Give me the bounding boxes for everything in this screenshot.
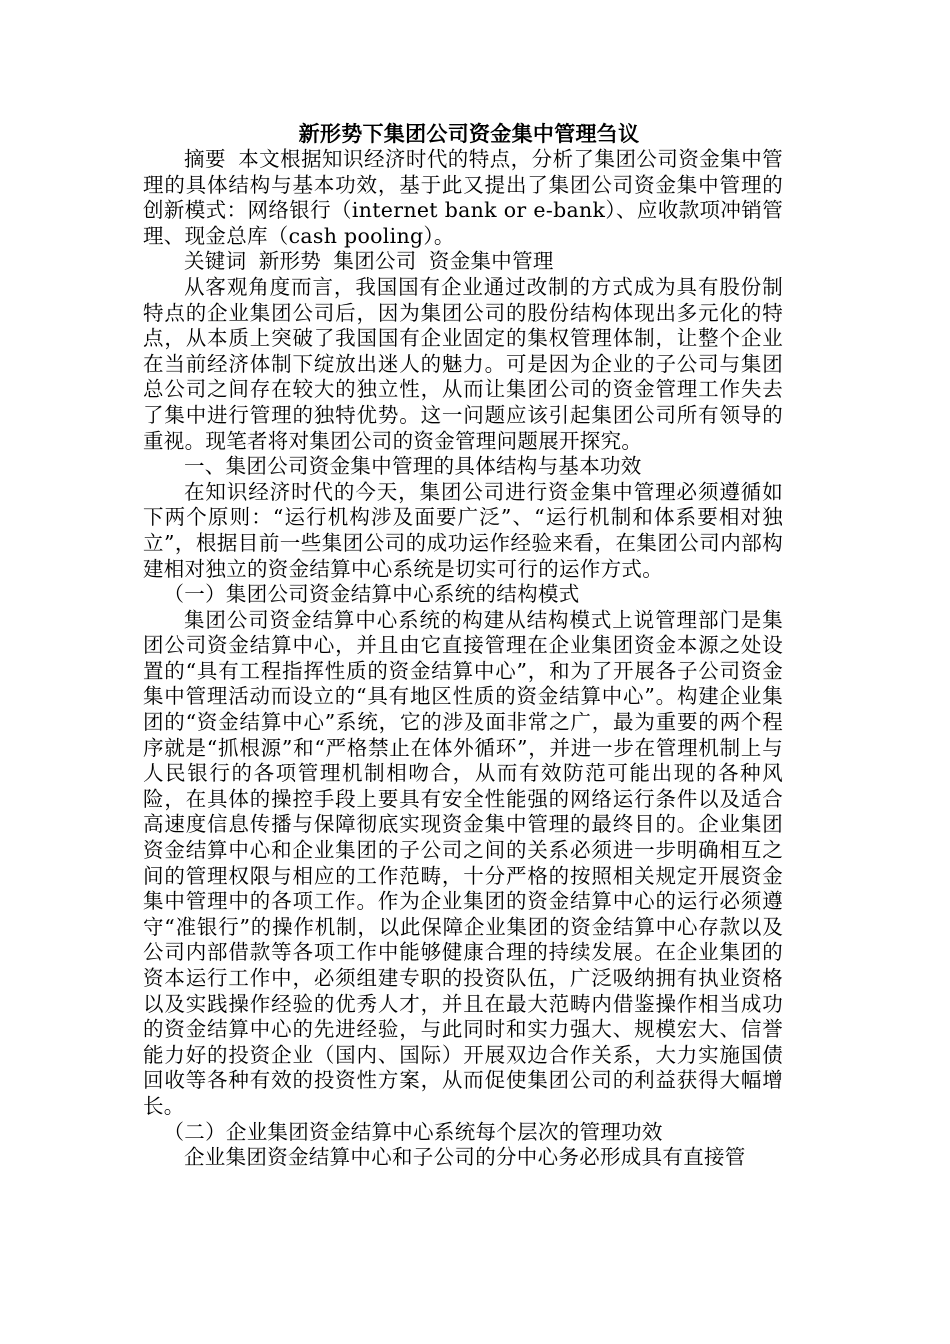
abstract-paragraph xyxy=(143,147,783,249)
keyword-item: 新形势 xyxy=(258,249,322,274)
subsection-heading: （二）企业集团资金结算中心系统每个层次的管理功效 xyxy=(163,1119,663,1144)
section-heading: 一、集团公司资金集中管理的具体结构与基本功效 xyxy=(184,454,642,479)
subsection-paragraph: 企业集团资金结算中心和子公司的分中心务必形成具有直接管 xyxy=(184,1145,746,1170)
keyword-item: 资金集中管理 xyxy=(428,249,554,274)
keyword-item: 集团公司 xyxy=(333,249,417,274)
abstract-text: 本文根据知识经济时代的特点，分析了集团公司资金集中管理的具体结构与基本功效，基于此又提出了集团公司资金集中管理的创新模式：网络银行（internet bank or e-bank）、应收款项冲销管理、现金总库（cash pooling）。 xyxy=(143,147,783,248)
abstract-label: 摘要 xyxy=(184,147,226,171)
keywords-label: 关键词 xyxy=(184,249,247,274)
keywords-paragraph xyxy=(143,249,783,275)
intro-paragraph: 从客观角度而言，我国国有企业通过改制的方式成为具有股份制特点的企业集团公司后，因为集团公司的股份结构体现出多元化的特点，从本质上突破了我国国有企业固定的集权管理体制，让整个企业在当前经济体制下绽放出迷人的魅力。可是因为企业的子公司与集团总公司之间存在较大的独立性，从而让集团公司的资金管理工作失去了集中进行管理的独特优势。这一问题应该引起集团公司所有领导的重视。现笔者将对集团公司的资金管理问题展开探究。 xyxy=(143,274,783,453)
subsection-heading: （一）集团公司资金结算中心系统的结构模式 xyxy=(163,582,580,607)
document-body xyxy=(143,121,783,1171)
section-paragraph: 在知识经济时代的今天，集团公司进行资金集中管理必须遵循如下两个原则：“运行机构涉及面要广泛”、“运行机制和体系要相对独立”，根据目前一些集团公司的成功运作经验来看，在集团公司内部构建相对独立的资金结算中心系统是切实可行的运作方式。 xyxy=(143,479,783,581)
subsection-paragraph: 集团公司资金结算中心系统的构建从结构模式上说管理部门是集团公司资金结算中心，并且由它直接管理在企业集团资金本源之处设置的“具有工程指挥性质的资金结算中心”，和为了开展各子公司资金集中管理活动而设立的“具有地区性质的资金结算中心”。构建企业集团的“资金结算中心”系统，它的涉及面非常之广，最为重要的两个程序就是“抓根源”和“严格禁止在体外循环”，并进一步在管理机制上与人民银行的各项管理机制相吻合，从而有效防范可能出现的各种风险，在具体的操控手段上要具有安全性能强的网络运行条件以及适合高速度信息传播与保障彻底实现资金集中管理的最终目的。企业集团资金结算中心和企业集团的子公司之间的关系必须进一步明确相互之间的管理权限与相应的工作范畴，十分严格的按照相关规定开展资金集中管理中的各项工作。作为企业集团的资金结算中心的运行必须遵守“准银行”的操作机制，以此保障企业集团的资金结算中心存款以及公司内部借款等各项工作中能够健康合理的持续发展。在企业集团的资本运行工作中，必须组建专职的投资队伍，广泛吸纳拥有执业资格以及实践操作经验的优秀人才，并且在最大范畴内借鉴操作相当成功的资金结算中心的先进经验，与此同时和实力强大、规模宏大、信誉能力好的投资企业（国内、国际）开展双边合作关系，大力实施国债回收等各种有效的投资性方案，从而促使集团公司的利益获得大幅增长。 xyxy=(143,607,783,1118)
page-title: 新形势下集团公司资金集中管理刍议 xyxy=(298,121,640,146)
